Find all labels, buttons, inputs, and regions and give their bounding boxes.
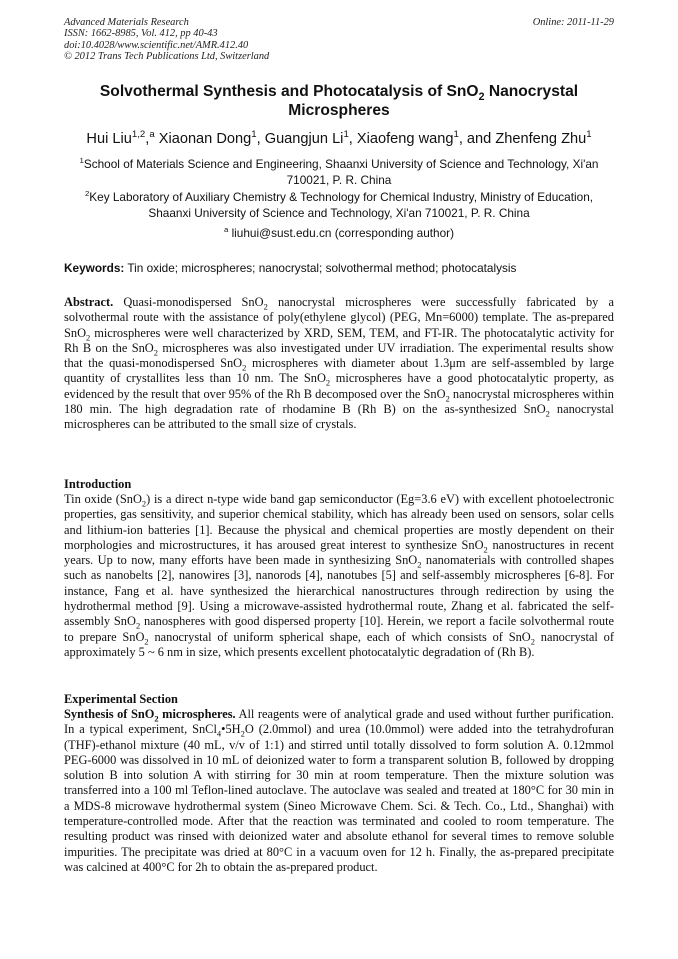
affiliation-1: $^1$School of Materials Science and Engineering, Shaanxi University of Science and Technology, Xi'an 710021, P. R. China <box>79 156 599 187</box>
keywords: Keywords: Tin oxide; microspheres; nanocrystal; solvothermal method; photocatalysis <box>64 261 517 275</box>
issn-line: ISSN: 1662-8985, Vol. 412, pp 40-43 <box>64 28 218 40</box>
journal-name: Advanced Materials Research <box>64 17 189 28</box>
experimental-heading: Experimental Section <box>64 692 178 706</box>
introduction-heading: Introduction <box>64 477 132 491</box>
author-name: Xiaofeng wang <box>356 131 454 147</box>
corresponding-email: $^a$ liuhui@sust.edu.cn (corresponding author) <box>223 225 455 240</box>
online-date: Online: 2011-11-29 <box>532 17 614 28</box>
author-list: Hui Liu$^{1,2}$,$^a$ Xiaonan Dong$^1$, Guangjun Li$^1$, Xiaofeng wang$^1$, and Zhenfeng Zhu$^1$ <box>86 129 592 147</box>
author-name: Guangjun Li <box>264 131 344 147</box>
introduction-text: Tin oxide (SnO$_2$) is a direct n-type wide band gap semiconductor (Eg=3.6 eV) with excellent photoelectronic properties, gas sensitivity, and superior chemical stability, which has already been used on sensors, solar cells and lithium-ion batteries [1]. Because the physical and chemical properties are mostly dependent on their morphologies and microstructures, it has aroused great interest to synthesize SnO$_2$ nanostructures in recent years. Up to now, many efforts have been made in synthesizing SnO$_2$ nanomaterials with controlled shapes such as nanobelts [2], nanowires [3], nanorods [4], nanotubes [5] and self-assembly microspheres [6-8]. For instance, Fang et al. have synthesized the hierarchical nanostructures through redirection by using the hydrothermal method [9]. Using a microwave-assisted hydrothermal route, Zhang et al. fabricated the self-assembly SnO$_2$ nanospheres with good dispersed property [10]. Herein, we report a facile solvothermal route to prepare SnO$_2$ nanocrystal of uniform spherical shape, each of which consists of SnO$_2$ nanocrystal of approximately 5 ~ 6 nm in size, which presents excellent photocatalytic degradation of (Rh B). <box>64 492 615 659</box>
paper-title: Solvothermal Synthesis and Photocatalysis of SnO$_2$ Nanocrystal Microspheres <box>99 83 579 119</box>
copyright-line: © 2012 Trans Tech Publications Ltd, Switzerland <box>64 51 270 63</box>
author-name: Xiaonan Dong <box>158 131 252 147</box>
author-name: Zhenfeng Zhu <box>495 131 587 147</box>
doi-line: doi:10.4028/www.scientific.net/AMR.412.40 <box>64 39 249 51</box>
author-name: Hui Liu <box>86 131 132 147</box>
experimental-text: Synthesis of SnO$_2$ microspheres. All reagents were of analytical grade and used without further purification. In a typical experiment, $SnCl_4•5H_2O$ (2.0mmol) and urea (10.0mmol) were added into the tetrahydrofuran (THF)-ethanol mixture (40 mL, v/v of 1:1) and stirred until totally dissolved to form solution A. 0.12mmol PEG-6000 was dissolved in 10 mL of deionized water to form a transparent solution B, followed by dropping solution B into solution A with stirring for 30 min at room temperature. Then the mixture solution was transferred into a 100 ml Teflon-lined autoclave. The autoclave was sealed and treated at 180°C for 30 min in a MDS-8 microwave hydrothermal system (Sineo Microwave Chem. Sci. & Tech. Co., Ltd., Shanghai) with temperature-controlled mode. After that the reaction was terminated and cooled to room temperature. The resulting product was rinsed with deionized water and absolute ethanol for several times to remove soluble impurities. The precipitate was dried at 80°C in a vacuum oven for 12 h. Finally, the as-prepared precipitate was calcined at 400°C for 2h to obtain the as-prepared product. <box>64 707 614 874</box>
synthesis-subheading: Synthesis of SnO$_2$ microspheres. <box>64 707 236 724</box>
journal-header <box>64 17 269 63</box>
abstract: Abstract. Quasi-monodispersed SnO$_2$ nanocrystal microspheres were successfully fabricated by a solvothermal route with the assistance of poly(ethylene glycol) (PEG, Mn=6000) template. The as-prepared SnO$_2$ microspheres were well characterized by XRD, SEM, TEM, and FT-IR. The photocatalytic activity for Rh B on the SnO$_2$ microspheres was also investigated under UV irradiation. The experimental results show that the quasi-monodispersed SnO$_2$ microspheres with diameter about 1.3μm are self-assembled by large quantity of crystallites less than 10 nm. The SnO$_2$ microspheres have a good photocatalytic property, as evidenced by the result that over 95% of the Rh B decomposed over the SnO$_2$ nanocrystal microspheres within 180 min. The high degradation rate of rhodamine B (Rh B) on the as-synthesized SnO$_2$ nanocrystal microspheres can be attributed to the small size of crystals. <box>64 295 614 432</box>
affiliation-2: $^2$Key Laboratory of Auxiliary Chemistry & Technology for Chemical Industry, Ministry of Education, Shaanxi University of Science and Technology, Xi'an 710021, P. R. China <box>84 189 594 220</box>
